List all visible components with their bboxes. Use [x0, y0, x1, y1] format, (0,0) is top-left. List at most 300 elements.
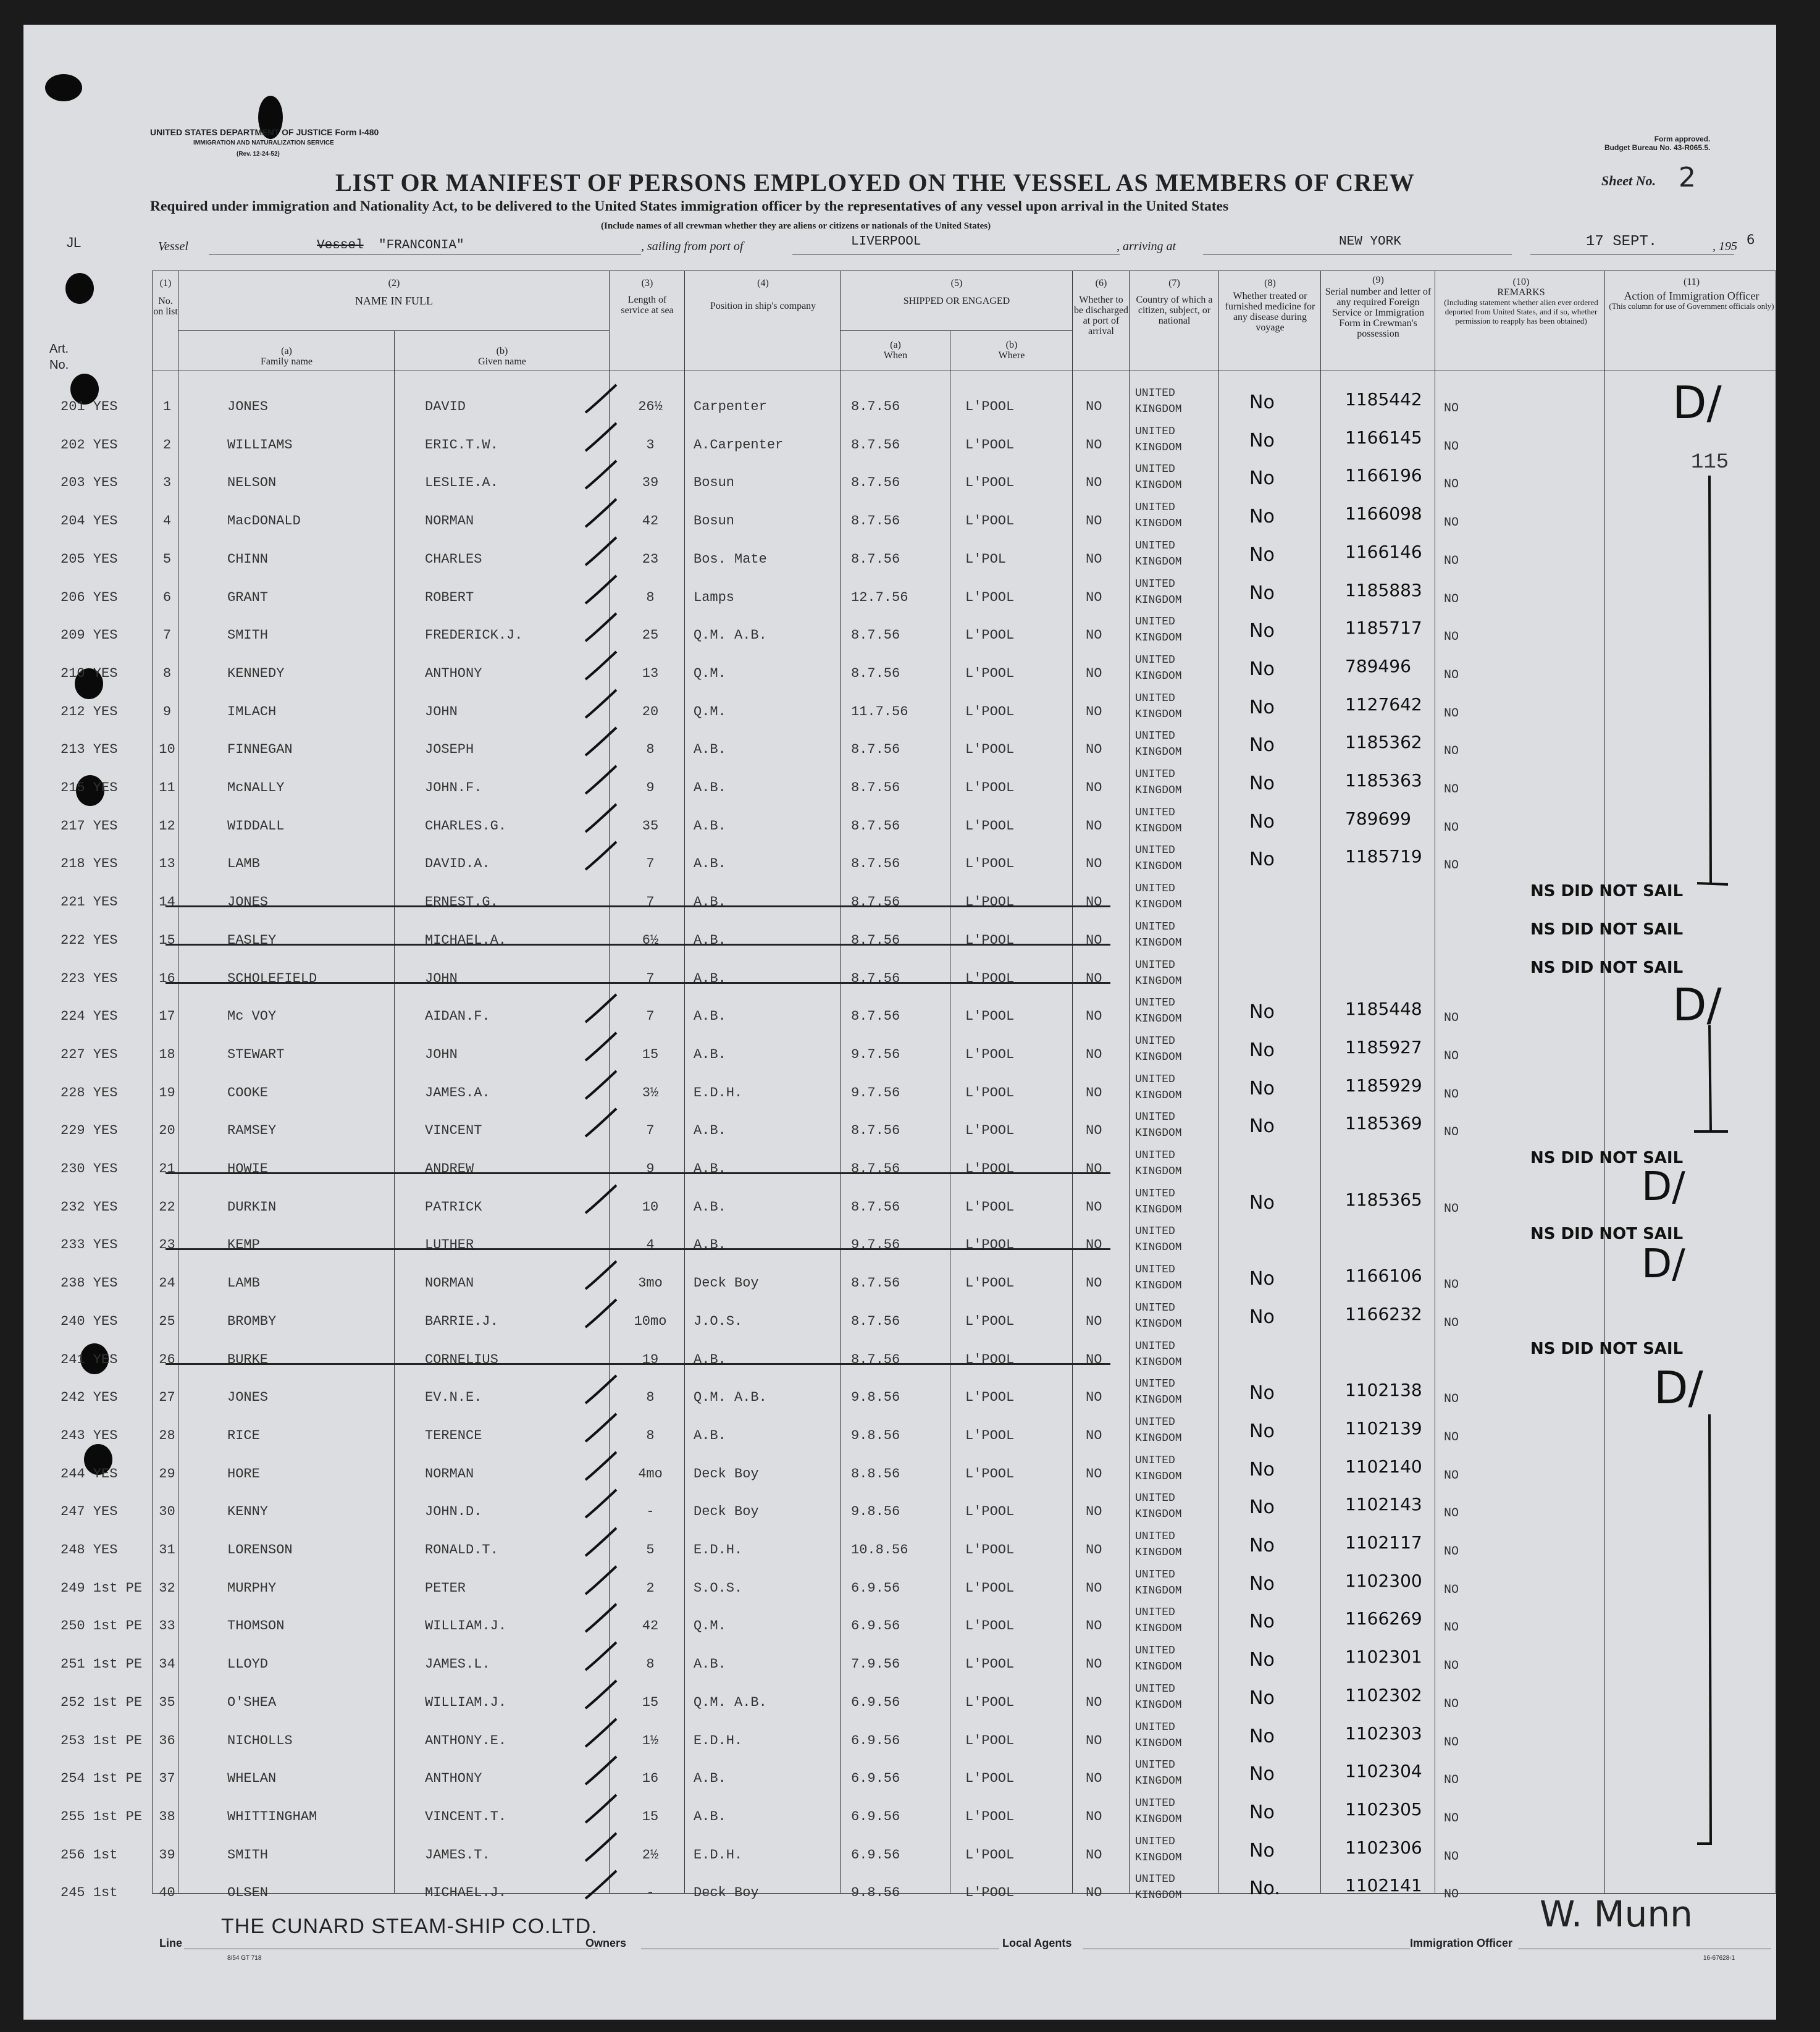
list-number: 14 — [159, 894, 175, 910]
given-name: ANTHONY — [425, 1771, 482, 1787]
table-row — [23, 1568, 1776, 1609]
country-line: KINGDOM — [1135, 899, 1182, 912]
list-number: 26 — [159, 1351, 175, 1367]
country — [1135, 1871, 1182, 1904]
country — [1135, 881, 1182, 913]
list-number: 4 — [162, 513, 172, 529]
art-number: 232 YES — [61, 1199, 118, 1215]
country-line: KINGDOM — [1135, 479, 1182, 492]
country-line: KINGDOM — [1135, 860, 1182, 873]
col11-header — [1608, 277, 1776, 311]
shipped-when: 8.7.56 — [851, 1351, 900, 1367]
medicine-answer: No — [1249, 1725, 1275, 1747]
family-name: SCHOLEFIELD — [227, 970, 317, 986]
given-name: CHARLES.G. — [425, 818, 507, 834]
table-row — [23, 1266, 1776, 1304]
footer-officer-label: Immigration Officer — [1410, 1937, 1513, 1949]
country-line: UNITED — [1135, 1873, 1175, 1886]
country-line: KINGDOM — [1135, 1813, 1182, 1826]
shipped-subheader-line — [840, 330, 1072, 331]
serial-number: 1102305 — [1345, 1799, 1422, 1820]
service-length: 2½ — [642, 1847, 659, 1863]
country-line: UNITED — [1135, 1797, 1175, 1810]
service-length: 9 — [646, 780, 655, 796]
family-name: BURKE — [227, 1351, 269, 1367]
col2-label: NAME IN FULL — [355, 295, 433, 307]
medicine-answer: No — [1249, 1763, 1275, 1786]
col5a-label: When — [883, 350, 908, 361]
col10-header — [1438, 277, 1604, 325]
remark: NO — [1444, 1049, 1459, 1064]
service-length: 25 — [642, 628, 659, 644]
form-approval — [1604, 135, 1710, 152]
position: Lamps — [694, 589, 735, 605]
art-number: 205 YES — [61, 551, 118, 567]
serial-number: 1127642 — [1345, 694, 1422, 715]
col9-header — [1322, 275, 1435, 339]
family-name: LORENSON — [227, 1542, 293, 1558]
col8-header — [1220, 278, 1320, 333]
country-line: UNITED — [1135, 502, 1175, 514]
arrival-date: 17 SEPT. — [1586, 233, 1658, 250]
check-mark-icon — [582, 649, 619, 686]
country-line: UNITED — [1135, 653, 1175, 666]
position: A.B. — [694, 1771, 726, 1787]
family-name: WHELAN — [227, 1771, 277, 1787]
table-row — [23, 653, 1776, 694]
serial-number: 1185369 — [1345, 1113, 1422, 1134]
form-approved-text: Form approved. — [1654, 135, 1711, 143]
service-length: 13 — [642, 665, 659, 681]
shipped-when: 8.7.56 — [851, 818, 900, 834]
footer-company: THE CUNARD STEAM-SHIP CO.LTD. — [221, 1915, 598, 1938]
art-number: 202 YES — [61, 437, 118, 453]
country-line: KINGDOM — [1135, 1241, 1182, 1254]
col8-label: Whether treated or furnished medicine for any disease during voyage — [1225, 291, 1315, 333]
action-mark: D/ — [1642, 1241, 1685, 1287]
shipped-where: L'POOL — [965, 1351, 1015, 1367]
vessel-struck-word: Vessel — [317, 238, 364, 253]
country-line: UNITED — [1135, 768, 1175, 781]
table-row — [23, 503, 1776, 542]
remark: NO — [1444, 477, 1459, 492]
medicine-answer: No — [1249, 849, 1275, 871]
art-label: Art. — [49, 342, 69, 356]
country-line: UNITED — [1135, 730, 1175, 743]
remark: NO — [1444, 1278, 1459, 1293]
country-line: UNITED — [1135, 959, 1175, 972]
given-name: AIDAN.F. — [425, 1009, 490, 1025]
col6-number: (6) — [1095, 278, 1107, 288]
port-underline — [792, 254, 1120, 255]
service-length: 7 — [646, 1123, 655, 1139]
discharge: NO — [1086, 742, 1102, 758]
given-name: ERNEST.G. — [425, 894, 498, 910]
check-mark-icon — [582, 1296, 619, 1333]
table-row — [23, 1227, 1776, 1266]
art-number: 238 YES — [61, 1275, 118, 1291]
shipped-where: L'POOL — [965, 1580, 1015, 1596]
country — [1135, 805, 1182, 837]
action-mark: D/ — [1654, 1362, 1703, 1414]
shipped-where: L'POOL — [965, 1847, 1015, 1863]
table-row — [23, 1532, 1776, 1571]
country — [1135, 691, 1182, 723]
family-name: COOKE — [227, 1085, 269, 1101]
medicine-answer: No — [1249, 1687, 1275, 1709]
family-name: KENNY — [227, 1504, 269, 1520]
table-row — [23, 1339, 1776, 1380]
country — [1135, 1643, 1182, 1675]
shipped-where: L'POOL — [965, 1618, 1015, 1634]
discharge: NO — [1086, 1390, 1102, 1406]
list-number: 33 — [159, 1618, 175, 1634]
art-number: 229 YES — [61, 1123, 118, 1139]
serial-number: 789496 — [1345, 655, 1411, 676]
serial-number: 1166146 — [1345, 541, 1422, 562]
strike-through-line — [166, 944, 1110, 946]
discharge: NO — [1086, 1504, 1102, 1520]
discharge: NO — [1086, 856, 1102, 872]
position: A.B. — [694, 970, 726, 986]
check-mark-icon — [582, 1753, 619, 1791]
shipped-when: 8.7.56 — [851, 399, 900, 414]
art-number: 223 YES — [61, 970, 118, 986]
medicine-answer: No — [1249, 1649, 1275, 1671]
country — [1135, 1338, 1182, 1371]
col1-header — [153, 278, 178, 317]
discharge: NO — [1086, 1427, 1102, 1443]
discharge: NO — [1086, 818, 1102, 834]
country — [1135, 385, 1182, 418]
family-name: WHITTINGHAM — [227, 1808, 317, 1824]
service-length: 1½ — [642, 1732, 659, 1749]
table-row — [23, 1723, 1776, 1761]
shipped-when: 9.7.56 — [851, 1046, 900, 1062]
shipped-when: 9.8.56 — [851, 1427, 900, 1443]
remark: NO — [1444, 592, 1459, 607]
col5b-label: Where — [998, 350, 1025, 361]
shipped-where: L'POOL — [965, 1732, 1015, 1749]
country — [1135, 842, 1182, 875]
page-title: LIST OR MANIFEST OF PERSONS EMPLOYED ON THE VESSEL AS MEMBERS OF CREW — [335, 169, 1415, 196]
list-number: 13 — [159, 856, 175, 872]
shipped-where: L'POOL — [965, 894, 1015, 910]
list-number: 20 — [159, 1123, 175, 1139]
service-length: 3 — [646, 437, 655, 453]
shipped-when: 9.8.56 — [851, 1504, 900, 1520]
family-name: EASLEY — [227, 932, 277, 948]
country-line: KINGDOM — [1135, 936, 1182, 949]
art-number: 247 YES — [61, 1504, 118, 1520]
medicine-answer: No — [1249, 810, 1275, 833]
family-name: JONES — [227, 1390, 269, 1406]
remark: NO — [1444, 401, 1459, 416]
check-mark-icon — [582, 420, 619, 457]
given-name: DAVID.A. — [425, 856, 490, 872]
art-number: 243 YES — [61, 1427, 118, 1443]
medicine-answer: No — [1249, 1191, 1275, 1214]
shipped-when: 8.7.56 — [851, 742, 900, 758]
strike-through-line — [166, 905, 1110, 907]
country — [1135, 1186, 1182, 1218]
art-number: 256 1st — [61, 1847, 118, 1863]
serial-number: 1166269 — [1345, 1608, 1422, 1629]
remark: NO — [1444, 1582, 1459, 1597]
print-code-right: 16-67628-1 — [1703, 1955, 1735, 1962]
col4-header — [687, 278, 839, 311]
serial-number: 1166098 — [1345, 503, 1422, 524]
remark: NO — [1444, 1697, 1459, 1711]
remark: NO — [1444, 744, 1459, 759]
check-mark-icon — [582, 610, 619, 647]
discharge: NO — [1086, 399, 1102, 414]
date-underline — [1530, 254, 1734, 255]
shipped-when: 6.9.56 — [851, 1808, 900, 1824]
family-name: LLOYD — [227, 1656, 269, 1673]
art-number: 217 YES — [61, 818, 118, 834]
country-line: UNITED — [1135, 1340, 1175, 1353]
service-length: 35 — [642, 818, 659, 834]
country-line: UNITED — [1135, 1645, 1175, 1658]
table-row — [23, 427, 1776, 466]
shipped-when: 9.7.56 — [851, 1237, 900, 1253]
shipped-where: L'POOL — [965, 1313, 1015, 1329]
discharge: NO — [1086, 703, 1102, 720]
print-code-left: 8/54 GT 718 — [227, 1955, 262, 1962]
name-subheader-line — [178, 330, 609, 331]
serial-number: 1185883 — [1345, 579, 1422, 600]
col4-label: Position in ship's company — [710, 301, 816, 311]
given-name: JOHN — [425, 703, 458, 720]
list-number: 39 — [159, 1847, 175, 1863]
given-name: ANTHONY.E. — [425, 1732, 507, 1749]
shipped-when: 6.9.56 — [851, 1580, 900, 1596]
family-name: NELSON — [227, 475, 277, 491]
service-length: 8 — [646, 1656, 655, 1673]
service-length: - — [646, 1885, 655, 1901]
col5b-number: (b) — [1005, 340, 1018, 350]
shipped-where: L'POOL — [965, 1199, 1015, 1215]
serial-number: 1102303 — [1345, 1723, 1422, 1744]
shipped-where: L'POOL — [965, 1656, 1015, 1673]
country-line: KINGDOM — [1135, 1356, 1182, 1369]
remark-did-not-sail: NS DID NOT SAIL — [1530, 1339, 1684, 1358]
remark: NO — [1444, 1468, 1459, 1483]
shipped-when: 8.7.56 — [851, 1009, 900, 1025]
sheet-number: 2 — [1679, 162, 1696, 193]
remark-did-not-sail: NS DID NOT SAIL — [1530, 1149, 1684, 1167]
col3-label: Length of service at sea — [621, 295, 674, 316]
discharge: NO — [1086, 970, 1102, 986]
discharge: NO — [1086, 1580, 1102, 1596]
col7-number: (7) — [1168, 278, 1180, 288]
country — [1135, 1072, 1182, 1104]
discharge: NO — [1086, 1618, 1102, 1634]
discharge: NO — [1086, 1275, 1102, 1291]
service-name: IMMIGRATION AND NATURALIZATION SERVICE — [193, 140, 334, 146]
remark: NO — [1444, 1011, 1459, 1026]
country-line: UNITED — [1135, 1149, 1175, 1162]
discharge: NO — [1086, 1656, 1102, 1673]
remark: NO — [1444, 1506, 1459, 1521]
country — [1135, 576, 1182, 608]
col3-number: (3) — [641, 278, 653, 288]
check-mark-icon — [582, 1372, 619, 1409]
art-number: 204 YES — [61, 513, 118, 529]
country — [1135, 500, 1182, 532]
medicine-answer: No — [1249, 506, 1275, 528]
given-name: JAMES.L. — [425, 1656, 490, 1673]
serial-number: 1185442 — [1345, 389, 1422, 409]
col10-note: (Including statement whether alien ever ordered deported from United States, and if so, whether permission to reapply has been obtained) — [1444, 298, 1598, 325]
service-length: 6½ — [642, 932, 659, 948]
serial-number: 1102141 — [1345, 1875, 1422, 1896]
discharge: NO — [1086, 1237, 1102, 1253]
remark: NO — [1444, 1849, 1459, 1864]
family-name: LAMB — [227, 856, 260, 872]
position: A.B. — [694, 818, 726, 834]
given-name: JOHN.F. — [425, 780, 482, 796]
col8-number: (8) — [1264, 278, 1276, 288]
remark: NO — [1444, 1430, 1459, 1445]
medicine-answer: No — [1249, 734, 1275, 757]
col2-header — [179, 278, 609, 306]
given-name: WILLIAM.J. — [425, 1694, 507, 1710]
shipped-when: 8.7.56 — [851, 437, 900, 453]
list-number: 6 — [162, 589, 172, 605]
medicine-answer: No — [1249, 582, 1275, 604]
country-line: KINGDOM — [1135, 1203, 1182, 1216]
position: A.B. — [694, 894, 726, 910]
col5-number: (5) — [950, 278, 963, 288]
col2-number: (2) — [388, 278, 400, 288]
table-row — [23, 1875, 1776, 1913]
position: A.B. — [694, 1161, 726, 1177]
initials-jl: JL — [67, 235, 82, 250]
discharge: NO — [1086, 1046, 1102, 1062]
given-name: VINCENT.T. — [425, 1808, 507, 1824]
shipped-where: L'POOL — [965, 1390, 1015, 1406]
arriving-label: , arriving at — [1117, 240, 1176, 253]
budget-number: Budget Bureau No. 43-R065.5. — [1604, 143, 1711, 152]
col7-label: Country of which a citizen, subject, or national — [1136, 295, 1213, 326]
col5a-header — [841, 340, 950, 361]
service-length: 10mo — [634, 1313, 667, 1329]
col2b-number: (b) — [496, 346, 508, 356]
country-line: KINGDOM — [1135, 1623, 1182, 1635]
country — [1135, 1490, 1182, 1522]
shipped-where: L'POOL — [965, 1123, 1015, 1139]
position: Deck Boy — [694, 1275, 759, 1291]
given-name: JOHN.D. — [425, 1504, 482, 1520]
country-line: UNITED — [1135, 1568, 1175, 1581]
service-length: 42 — [642, 1618, 659, 1634]
country-line: UNITED — [1135, 425, 1175, 438]
list-number: 18 — [159, 1046, 175, 1062]
country-line: UNITED — [1135, 997, 1175, 1010]
country-line: UNITED — [1135, 616, 1175, 629]
country — [1135, 728, 1182, 760]
service-length: 3½ — [642, 1085, 659, 1101]
country-line: UNITED — [1135, 1225, 1175, 1238]
table-row — [23, 1113, 1776, 1151]
family-name: O'SHEA — [227, 1694, 277, 1710]
shipped-where: L'POOL — [965, 513, 1015, 529]
country — [1135, 1148, 1182, 1180]
discharge: NO — [1086, 894, 1102, 910]
country-line: KINGDOM — [1135, 1127, 1182, 1140]
country-line: UNITED — [1135, 1301, 1175, 1314]
list-number: 10 — [159, 742, 175, 758]
service-length: 26½ — [638, 399, 663, 414]
art-number: 218 YES — [61, 856, 118, 872]
given-name: FREDERICK.J. — [425, 628, 523, 644]
art-number: 215 YES — [61, 780, 118, 796]
position: Bosun — [694, 475, 735, 491]
discharge: NO — [1086, 628, 1102, 644]
revision: (Rev. 12-24-52) — [237, 151, 280, 157]
officer-signature: W. Munn — [1540, 1893, 1693, 1935]
medicine-answer: No. — [1249, 1878, 1280, 1900]
medicine-answer: No — [1249, 620, 1275, 642]
given-name: VINCENT — [425, 1123, 482, 1139]
discharge: NO — [1086, 551, 1102, 567]
position: A.B. — [694, 856, 726, 872]
country-line: KINGDOM — [1135, 1280, 1182, 1293]
col10-number: (10) — [1512, 277, 1530, 287]
shipped-where: L'POOL — [965, 1427, 1015, 1443]
service-length: 39 — [642, 475, 659, 491]
shipped-where: L'POOL — [965, 1161, 1015, 1177]
shipped-when: 9.8.56 — [851, 1390, 900, 1406]
family-name: Mc VOY — [227, 1009, 277, 1025]
shipped-where: L'POOL — [965, 1237, 1015, 1253]
family-name: SMITH — [227, 1847, 269, 1863]
action-mark: D/ — [1642, 1164, 1685, 1210]
remark: NO — [1444, 1811, 1459, 1826]
country — [1135, 1834, 1182, 1866]
col9-label: Serial number and letter of any required Foreign Service or Immigration Form in Crewman's possession — [1325, 287, 1432, 339]
country — [1135, 1529, 1182, 1561]
country — [1135, 1109, 1182, 1141]
art-number: 241 YES — [61, 1351, 118, 1367]
col1-label: No. on list — [153, 296, 178, 317]
art-number: 210 YES — [61, 665, 118, 681]
list-number: 38 — [159, 1808, 175, 1824]
check-mark-icon — [582, 1563, 619, 1600]
check-mark-icon — [582, 1411, 619, 1448]
service-length: 7 — [646, 970, 655, 986]
given-name: WILLIAM.J. — [425, 1618, 507, 1634]
position: A.B. — [694, 1808, 726, 1824]
position: A.B. — [694, 780, 726, 796]
position: Bos. Mate — [694, 551, 767, 567]
country — [1135, 614, 1182, 646]
list-number: 3 — [162, 475, 172, 491]
shipped-when: 8.7.56 — [851, 780, 900, 796]
list-number: 24 — [159, 1275, 175, 1291]
table-row — [23, 1380, 1776, 1418]
list-number: 1 — [162, 399, 172, 414]
country-line: UNITED — [1135, 387, 1175, 400]
shipped-where: L'POOL — [965, 1466, 1015, 1482]
list-number: 19 — [159, 1085, 175, 1101]
shipped-when: 6.9.56 — [851, 1732, 900, 1749]
shipped-where: L'POOL — [965, 1694, 1015, 1710]
serial-number: 1166232 — [1345, 1303, 1422, 1324]
sailing-label: , sailing from port of — [641, 240, 744, 253]
